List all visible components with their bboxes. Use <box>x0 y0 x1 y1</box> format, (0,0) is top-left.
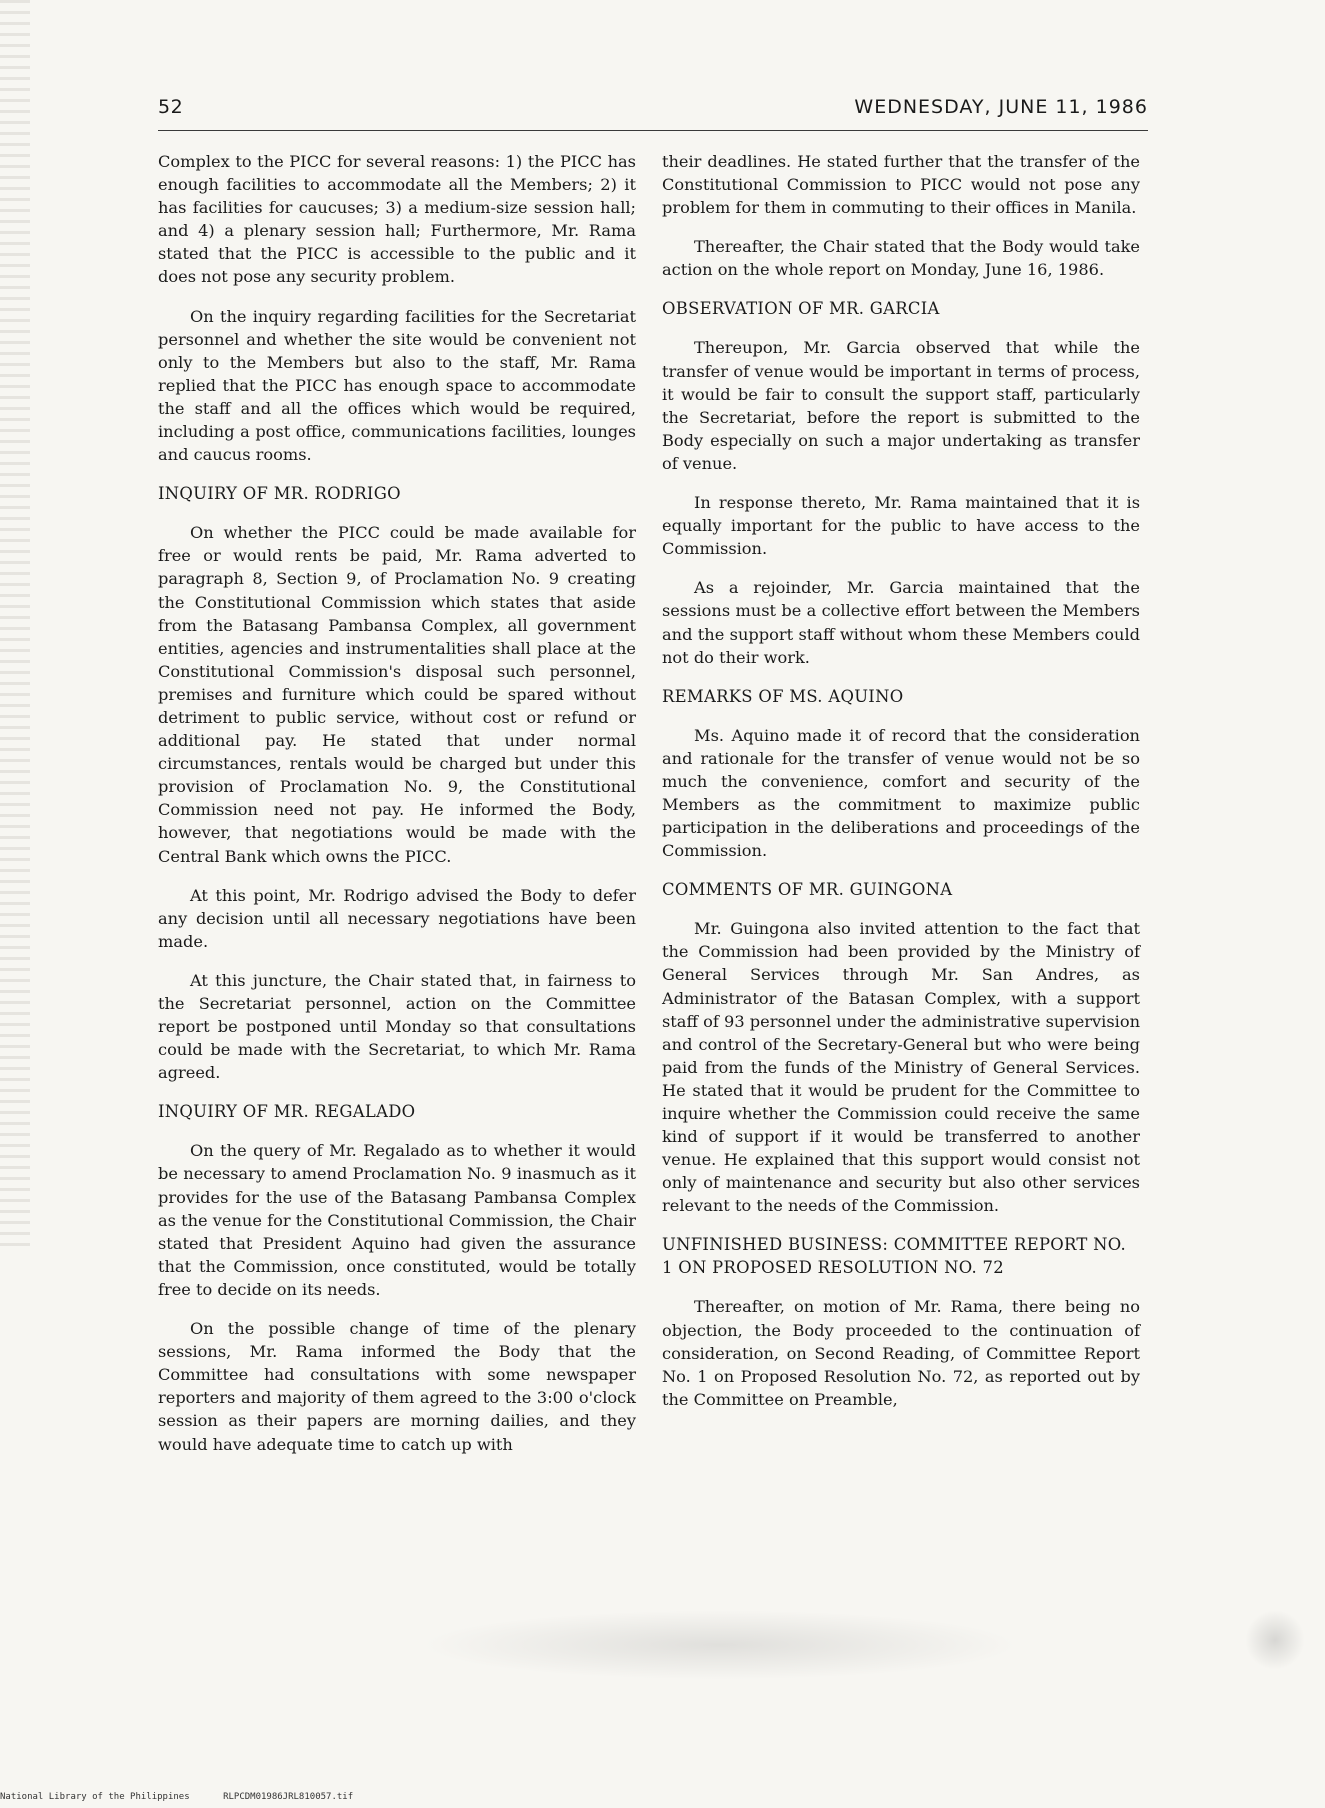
page-header <box>158 96 1148 131</box>
paragraph: Ms. Aquino made it of record that the consideration and rationale for the transfer of venue would not be so much the convenience, comfort and security of the Members as the commitment to maximize public participation in the deliberations and proceedings of the Commission. <box>662 725 1140 861</box>
paragraph: In response thereto, Mr. Rama maintained that it is equally important for the public to have access to the Commission. <box>662 493 1140 559</box>
scan-footer <box>0 1792 381 1802</box>
footer-library: National Library of the Philippines <box>0 1792 190 1802</box>
page-number: 52 <box>158 96 184 118</box>
paragraph: their deadlines. He stated further that the transfer of the Constitutional Commission to PICC would not pose any problem for them in commuting to their offices in Manila. <box>662 152 1140 218</box>
paragraph: Thereafter, on motion of Mr. Rama, there being no objection, the Body proceeded to the continuation of consideration, on Second Reading, of Committee Report No. 1 on Proposed Resolution No. 72, as reported out by the Committee on Preamble, <box>662 1297 1140 1409</box>
section-heading: OBSERVATION OF MR. GARCIA <box>662 299 940 319</box>
footer-file: RLPCDM01986JRL810057.tif <box>223 1792 354 1802</box>
paragraph: On the inquiry regarding facilities for the Secretariat personnel and whether the site would be convenient not only to the Members but also to the staff, Mr. Rama replied that the PICC has enough space to accommodate the staff and all the offices which would be required, including a post office, communications facilities, lounges and caucus rooms. <box>158 306 636 465</box>
section-heading: COMMENTS OF MR. GUINGONA <box>662 880 953 900</box>
paragraph: Mr. Guingona also invited attention to the fact that the Commission had been provided by the Ministry of General Services through Mr. San Andres, as Administrator of the Batasan Complex, with a support staff of 93 personnel under the administrative supervision and control of the Secretary-General but who were being paid from the funds of the Ministry of General Services. He stated that it would be prudent for the Committee to inquire whether the Commission could receive the same kind of support if it would be transferred to another venue. He explained that this support would consist not only of maintenance and security but also other services relevant to the needs of the Commission. <box>662 919 1140 1216</box>
paragraph: Thereupon, Mr. Garcia observed that while the transfer of venue would be important in terms of process, it would be fair to consult the support staff, particularly the Secretariat, before the report is submitted to the Body especially on such a major undertaking as transfer of venue. <box>662 338 1140 473</box>
paragraph: On the possible change of time of the plenary sessions, Mr. Rama informed the Body that the Committee had consultations with some newspaper reporters and majority of them agreed to the 3:00 o'clock session as their papers are morning dailies, and they would have adequate time to catch up with <box>158 1319 636 1454</box>
scan-edge-artifact <box>0 0 30 1250</box>
section-heading: INQUIRY OF MR. REGALADO <box>158 1102 416 1122</box>
section-heading: INQUIRY OF MR. RODRIGO <box>158 484 401 504</box>
paragraph: Complex to the PICC for several reasons: 1) the PICC has enough facilities to accommodate all the Members; 2) it has facilities for caucuses; 3) a medium-size session hall; and 4) a plenary session hall; Furthermore, Mr. Rama stated that the PICC is accessible to the public and it does not pose any security problem. <box>158 152 636 287</box>
paragraph: On whether the PICC could be made available for free or would rents be paid, Mr. Rama adverted to paragraph 8, Section 9, of Proclamation No. 9 creating the Constitutional Commission which states that aside from the Batasang Pambansa Complex, all government entities, agencies and instrumentalities shall place at the Constitutional Commission's disposal such personnel, premises and furniture which could be spared without detriment to public service, without cost or refund or additional pay. He stated that under normal circumstances, rentals would be charged but under this provision of Proclamation No. 9, the Constitutional Commission need not pay. He informed the Body, however, that negotiations would be made with the Central Bank which owns the PICC. <box>158 523 636 866</box>
scan-smudge <box>420 1610 1020 1680</box>
right-column <box>662 150 1140 1427</box>
scan-smudge <box>1245 1610 1305 1670</box>
header-date: WEDNESDAY, JUNE 11, 1986 <box>854 96 1148 118</box>
paragraph: At this juncture, the Chair stated that, in fairness to the Secretariat personnel, action on the Committee report be postponed until Monday so that consultations could be made with the Secretariat, to which Mr. Rama agreed. <box>158 970 636 1083</box>
paragraph: At this point, Mr. Rodrigo advised the Body to defer any decision until all necessary negotiations have been made. <box>158 885 636 951</box>
section-heading: REMARKS OF MS. AQUINO <box>662 686 904 706</box>
paragraph: As a rejoinder, Mr. Garcia maintained that the sessions must be a collective effort between the Members and the support staff without whom these Members could not do their work. <box>662 578 1140 667</box>
paragraph: Thereafter, the Chair stated that the Body would take action on the whole report on Monday, June 16, 1986. <box>662 237 1140 280</box>
section-heading: UNFINISHED BUSINESS: COMMITTEE REPORT NO. 1 ON PROPOSED RESOLUTION NO. 72 <box>662 1235 1127 1278</box>
left-column <box>158 150 636 1472</box>
paragraph: On the query of Mr. Regalado as to whether it would be necessary to amend Proclamation No. 9 inasmuch as it provides for the use of the Batasang Pambansa Complex as the venue for the Constitutional Commission, the Chair stated that President Aquino had given the assurance that the Commission, once constituted, would be totally free to decide on its needs. <box>158 1141 636 1299</box>
